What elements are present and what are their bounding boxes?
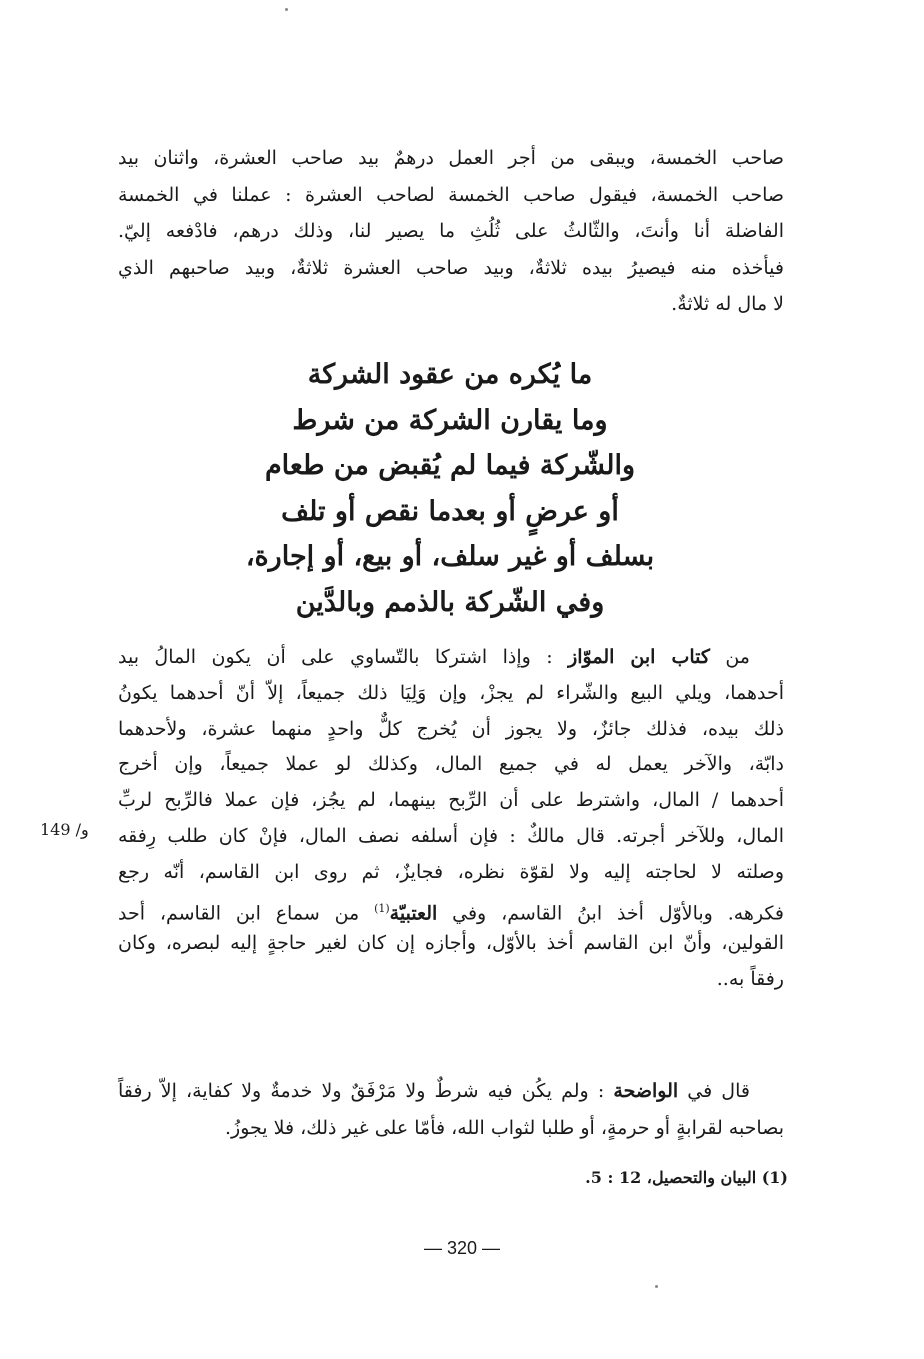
text-line [118, 891, 784, 927]
text-line: أحدهما / المال، واشترط على أن الرِّبح بينهما، لم يجُز، فإن عملا فالرِّبح لربِّ [118, 789, 784, 812]
text-line: دابّة، والآخر يعمل له في جميع المال، وكذلك لو عملا جميعاً، وإن أخرج [118, 753, 784, 776]
text-run: : ولم يكُن فيه شرطٌ ولا مَرْفَقٌ ولا خدمةٌ ولا كفاية، إلاّ رفقاً [118, 1080, 614, 1102]
text-line: فيأخذه منه فيصيرُ بيده ثلاثةٌ، وبيد صاحب العشرة ثلاثةٌ، وبيد صاحبهم الذي [118, 256, 784, 279]
text-line [118, 640, 784, 676]
text-line: صاحب الخمسة، فيقول صاحب الخمسة لصاحب العشرة : عملنا في الخمسة [118, 183, 784, 206]
heading-line: والشّركة فيما لم يُقبض من طعام [264, 450, 636, 481]
heading-line: أو عرضٍ أو بعدما نقص أو تلف [281, 495, 619, 527]
scan-speck [655, 1285, 658, 1288]
footnote: (1) البيان والتحصيل، 12 : 5. [585, 1168, 788, 1187]
text-run: : وإذا اشتركا بالتّساوي على أن يكون المالُ بيد [118, 646, 569, 668]
text-line [118, 1073, 784, 1110]
source-title: الواضحة [613, 1080, 679, 1102]
heading-line: وفي الشّركة بالذمم وبالدَّين [295, 586, 605, 618]
text-line: وصلته لا لحاجته إليه ولا لقوّة نظره، فجايزٌ، ثم روى ابن القاسم، أنّه رجع [118, 860, 784, 883]
text-run: فكرهه. وبالأوّل أخذ ابنُ القاسم، وفي [437, 901, 784, 924]
page-number: — 320 — [423, 1238, 501, 1258]
intro-paragraph [118, 140, 784, 323]
heading-line: وما يقارن الشركة من شرط [292, 404, 608, 436]
text-line: المال، وللآخر أجرته. قال مالكٌ : فإن أسلفه نصف المال، فإنْ كان طلب رِفقه [118, 824, 784, 847]
source-title: العتبيّة [389, 901, 438, 924]
text-line: ذلك بيده، فذلك جائزٌ، ولا يجوز أن يُخرج كلٌّ واحدٍ منهما عشرة، ولأحدهما [118, 717, 784, 740]
footnote-marker: (1) [374, 901, 390, 915]
text-line: رفقاً به.. [716, 968, 784, 991]
source-title: كتاب ابن الموّاز [568, 646, 710, 668]
wadiha-paragraph [118, 1073, 784, 1146]
text-run: من [709, 646, 750, 668]
text-line: القولين، وأنّ ابن القاسم أخذ بالأوّل، وأجازه إن كان لغير حاجةٍ إليه لبصره، وكان [118, 932, 784, 955]
main-paragraph [118, 640, 784, 998]
section-heading [200, 352, 700, 625]
scan-speck [285, 8, 288, 11]
heading-line: بسلف أو غير سلف، أو بيع، أو إجارة، [245, 541, 655, 572]
heading-line: ما يُكره من عقود الشركة [307, 359, 593, 390]
text-line: بصاحبه لقرابةٍ أو حرمةٍ، أو طلبا لثواب الله، فأمّا على غير ذلك، فلا يجوزُ. [225, 1116, 784, 1139]
text-run: من سماع ابن القاسم، أحد [118, 901, 375, 924]
text-line: لا مال له ثلاثةٌ. [671, 293, 784, 315]
text-line: أحدهما، ويلي البيع والشّراء لم يجزْ، وإن وَلِيَا ذلك جميعاً، إلاّ أنّ أحدهما يكونُ [118, 681, 784, 704]
text-run: قال في [678, 1080, 750, 1102]
text-line: صاحب الخمسة، ويبقى من أجر العمل درهمٌ بيد صاحب العشرة، واثنان بيد [118, 147, 784, 169]
text-line: الفاضلة أنا وأنتَ، والثّالثُ على ثُلُثِ ما يصير لنا، وذلك درهم، فادْفعه إليّ. [118, 220, 784, 242]
manuscript-folio-note: 149 /و [40, 820, 89, 839]
